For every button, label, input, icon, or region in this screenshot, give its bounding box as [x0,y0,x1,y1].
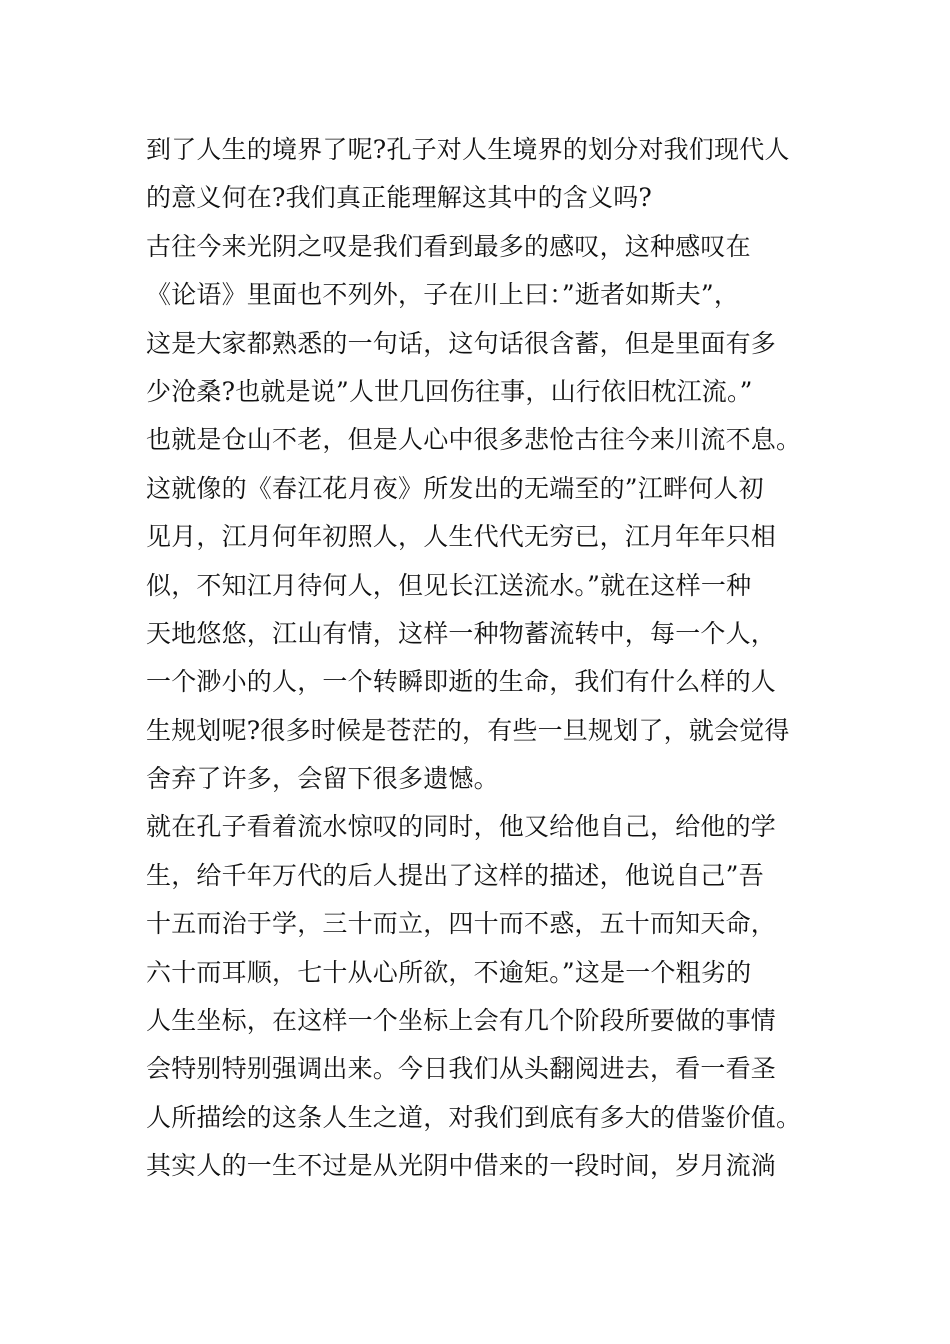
text-line: 生，给千年万代的后人提出了这样的描述，他说自己”吾 [146,860,764,890]
text-line: 会特别特别强调出来。今日我们从头翻阅进去，看一看圣 [146,1054,777,1084]
text-line: 似，不知江月待何人，但见长江送流水。”就在这样一种 [146,570,752,600]
text-line: 的意义何在?我们真正能理解这其中的含义吗? [146,183,653,213]
text-line: 这就像的《春江花月夜》所发出的无端至的”江畔何人初 [146,473,764,503]
text-line: 十五而治于学，三十而立，四十而不惑，五十而知天命， [146,909,777,939]
text-line: 舍弃了许多，会留下很多遗憾。 [146,764,499,794]
text-line: 一个渺小的人，一个转瞬即逝的生命，我们有什么样的人 [146,667,777,697]
text-line: 少沧桑?也就是说”人世几回伤往事，山行依旧枕江流。” [146,376,753,406]
text-line: 六十而耳顺，七十从心所欲，不逾矩。”这是一个粗劣的 [146,957,752,987]
text-line: 到了人生的境界了呢?孔子对人生境界的划分对我们现代人 [146,135,790,164]
text-line: 天地悠悠，江山有情，这样一种物蓄流转中，每一个人， [146,618,777,648]
text-line: 人生坐标，在这样一个坐标上会有几个阶段所要做的事情 [146,1006,777,1036]
text-line: 《论语》里面也不列外，子在川上曰：”逝者如斯夫”， [146,280,740,310]
text-line: 古往今来光阴之叹是我们看到最多的感叹，这种感叹在 [146,231,751,261]
text-line: 这是大家都熟悉的一句话，这句话很含蓄，但是里面有多 [146,328,777,358]
text-line: 也就是仓山不老，但是人心中很多悲怆古往今来川流不息。 [146,425,802,455]
text-line: 见月，江月何年初照人，人生代代无穷已，江月年年只相 [146,522,777,552]
text-line: 其实人的一生不过是从光阴中借来的一段时间，岁月流淌 [146,1151,777,1181]
text-line: 就在孔子看着流水惊叹的同时，他又给他自己，给他的学 [146,812,777,842]
text-line: 生规划呢?很多时候是苍茫的，有些一旦规划了，就会觉得 [146,715,790,745]
text-line: 人所描绘的这条人生之道，对我们到底有多大的借鉴价值。 [146,1102,802,1132]
body-text [146,126,814,1191]
